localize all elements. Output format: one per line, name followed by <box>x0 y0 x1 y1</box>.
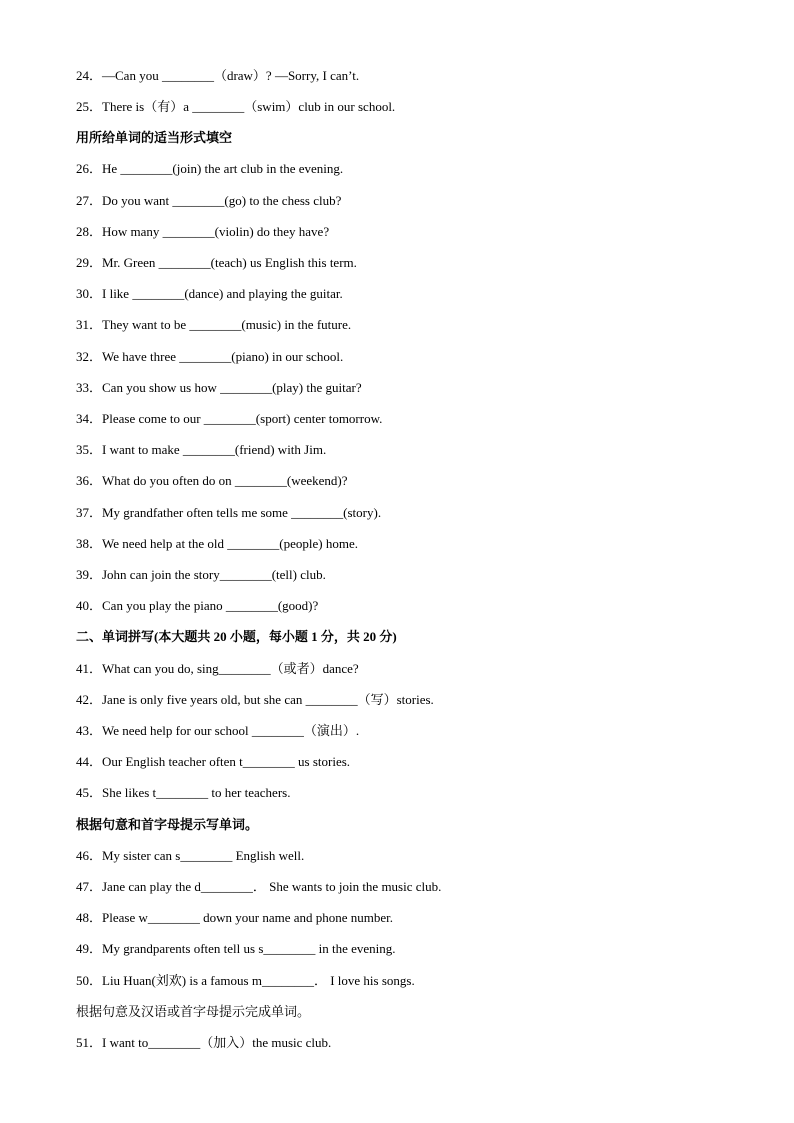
question-24: 24．—Can you ________（draw）? —Sorry, I can’t. <box>76 68 360 83</box>
question-29: 29．Mr. Green ________(teach) us English this term. <box>76 255 357 270</box>
question-38: 38．We need help at the old ________(people) home. <box>76 536 358 551</box>
question-43: 43．We need help for our school ________（演出）. <box>76 723 360 738</box>
question-36: 36．What do you often do on ________(weekend)? <box>76 473 348 488</box>
question-41: 41．What can you do, sing________（或者）dance? <box>76 661 359 676</box>
question-42: 42．Jane is only five years old, but she can ________（写）stories. <box>76 692 434 707</box>
question-47: 47．Jane can play the d________． She wants to join the music club. <box>76 879 442 894</box>
section-heading-initial-letter: 根据句意和首字母提示写单词。 <box>76 817 259 832</box>
question-30: 30．I like ________(dance) and playing the guitar. <box>76 286 343 301</box>
section-heading-chinese-hint: 根据句意及汉语或首字母提示完成单词。 <box>76 1004 311 1019</box>
question-26: 26．He ________(join) the art club in the evening. <box>76 161 344 176</box>
question-40: 40．Can you play the piano ________(good)? <box>76 598 319 613</box>
question-27: 27．Do you want ________(go) to the chess club? <box>76 193 342 208</box>
question-48: 48．Please w________ down your name and phone number. <box>76 910 394 925</box>
question-44: 44．Our English teacher often t________ us stories. <box>76 754 351 769</box>
question-45: 45．She likes t________ to her teachers. <box>76 785 291 800</box>
question-50: 50．Liu Huan(刘欢) is a famous m________． I love his songs. <box>76 973 415 988</box>
question-35: 35．I want to make ________(friend) with Jim. <box>76 442 327 457</box>
question-25: 25．There is（有）a ________（swim）club in our school. <box>76 99 396 114</box>
section-heading-spelling: 二、单词拼写(本大题共 20 小题，每小题 1 分，共 20 分) <box>76 629 397 644</box>
question-51: 51．I want to________（加入）the music club. <box>76 1035 332 1050</box>
question-33: 33．Can you show us how ________(play) the guitar? <box>76 380 362 395</box>
question-46: 46．My sister can s________ English well. <box>76 848 305 863</box>
question-39: 39．John can join the story________(tell) club. <box>76 567 326 582</box>
section-heading-word-forms: 用所给单词的适当形式填空 <box>76 130 233 145</box>
question-49: 49．My grandparents often tell us s________ in the evening. <box>76 941 396 956</box>
question-34: 34．Please come to our ________(sport) center tomorrow. <box>76 411 383 426</box>
question-28: 28．How many ________(violin) do they have? <box>76 224 330 239</box>
question-37: 37．My grandfather often tells me some ________(story). <box>76 505 382 520</box>
question-31: 31．They want to be ________(music) in the future. <box>76 317 352 332</box>
question-32: 32．We have three ________(piano) in our school. <box>76 349 344 364</box>
